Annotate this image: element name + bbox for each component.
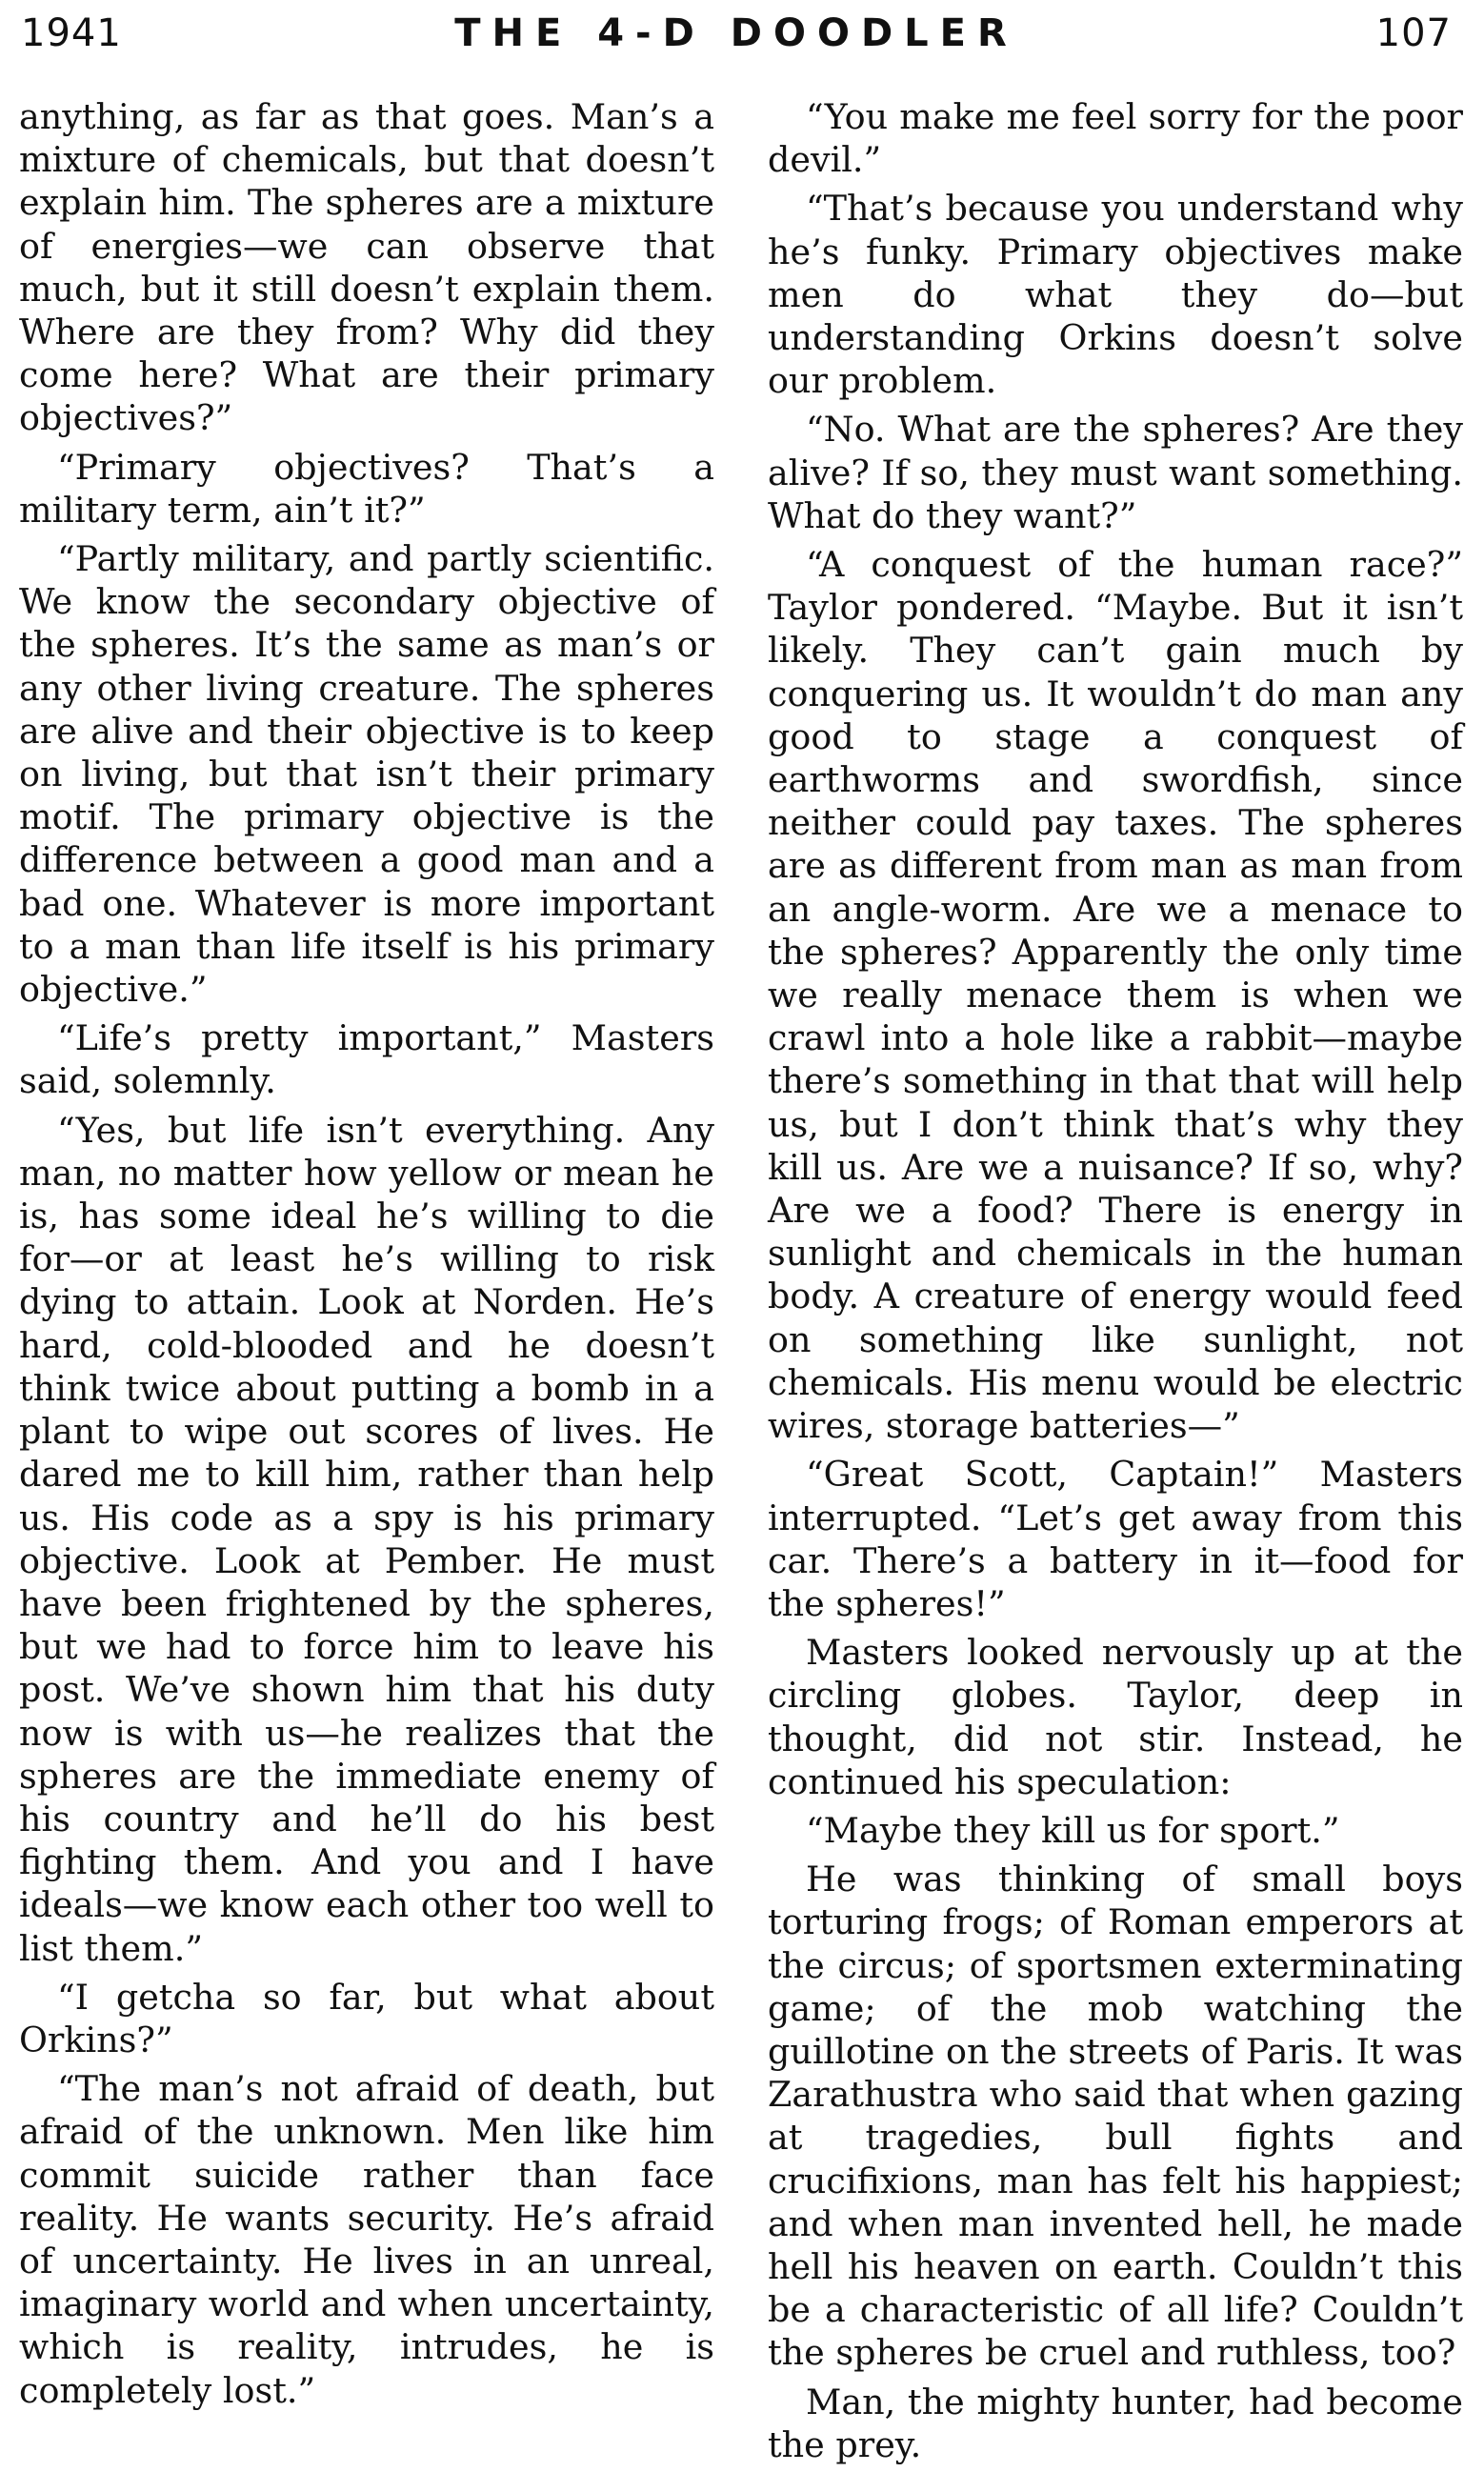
left-column [19,95,714,2418]
paragraph: “You make me feel sorry for the poor devil.” [768,96,1463,181]
paragraph: “Partly military, and partly scientific. We know the secondary objective of the spheres. It’s the same as man’s or any other living creature. The spheres are alive and their objective is to keep on living, but that isn’t their primary motif. The primary objective is the difference between a good man and a bad one. Whatever is more important to a man than life itself is his primary objective.” [19,538,714,1011]
header-year: 1941 [21,11,122,55]
right-column [768,95,1463,2472]
paragraph: “Maybe they kill us for sport.” [806,1809,1340,1851]
paragraph: “That’s because you understand why he’s funky. Primary objectives make men do what they do—but understanding Orkins doesn’t solve our problem. [768,188,1463,402]
paragraph: “Life’s pretty important,” Masters said, solemnly. [19,1017,714,1102]
paragraph: Man, the mighty hunter, had become the prey. [768,2381,1463,2465]
header-title: THE 4-D DOODLER [454,11,1018,55]
paragraph: “I getcha so far, but what about Orkins?” [19,1976,714,2060]
paragraph: “Yes, but life isn’t everything. Any man, no matter how yellow or mean he is, has some ideal he’s willing to die for—or at least he’s willing to risk dying to attain. Look at Norden. He’s hard, cold-blooded and he doesn’t think twice about putting a bomb in a plant to wipe out scores of lives. He dared me to kill him, rather than help us. His code as a spy is his primary objective. Look at Pember. He must have been frightened by the spheres, but we had to force him to leave his post. We’ve shown him that his duty now is with us—he realizes that the spheres are the immediate enemy of his country and he’ll do his best fighting them. And you and I have ideals—we know each other too well to list them.” [19,1109,714,1969]
paragraph: “Primary objectives? That’s a military term, ain’t it?” [19,446,714,531]
page-number: 107 [1375,11,1452,55]
running-header [21,8,1452,65]
paragraph: anything, as far as that goes. Man’s a mixture of chemicals, but that doesn’t explain him. The spheres are a mixture of energies—we can observe that much, but it still doesn’t explain them. Where are they from? Why did they come here? What are their primary objectives?” [19,96,714,439]
paragraph: “The man’s not afraid of death, but afraid of the unknown. Men like him commit suicide rather than face reality. He wants security. He’s afraid of uncertainty. He lives in an unreal, imaginary world and when uncertainty, which is reality, intrudes, he is completely lost.” [19,2068,714,2411]
paragraph: Masters looked nervously up at the circling globes. Taylor, deep in thought, did not stir. Instead, he continued his speculation: [768,1632,1463,1802]
paragraph: He was thinking of small boys torturing frogs; of Roman emperors at the circus; of sportsmen exterminating game; of the mob watching the guillotine on the streets of Paris. It was Zarathustra who said that when gazing at tragedies, bull fights and crucifixions, man has felt his happiest; and when man invented hell, he made hell his heaven on earth. Couldn’t this be a characteristic of all life? Couldn’t the spheres be cruel and ruthless, too? [768,1859,1463,2374]
paragraph: “Great Scott, Captain!” Masters interrupted. “Let’s get away from this car. There’s a battery in it—food for the spheres!” [768,1454,1463,1624]
paragraph: “No. What are the spheres? Are they alive? If so, they must want something. What do they want?” [768,409,1463,536]
paragraph: “A conquest of the human race?” Taylor pondered. “Maybe. But it isn’t likely. They can’t gain much by conquering us. It wouldn’t do man any good to stage a conquest of earthworms and swordfish, since neither could pay taxes. The spheres are as different from man as man from an angle-worm. Are we a menace to the spheres? Apparently the only time we really menace them is when we crawl into a hole like a rabbit—maybe there’s something in that that will help us, but I don’t think that’s why they kill us. Are we a nuisance? If so, why? Are we a food? There is energy in sunlight and chemicals in the human body. A creature of energy would feed on something like sunlight, not chemicals. His menu would be electric wires, storage batteries—” [768,544,1463,1447]
